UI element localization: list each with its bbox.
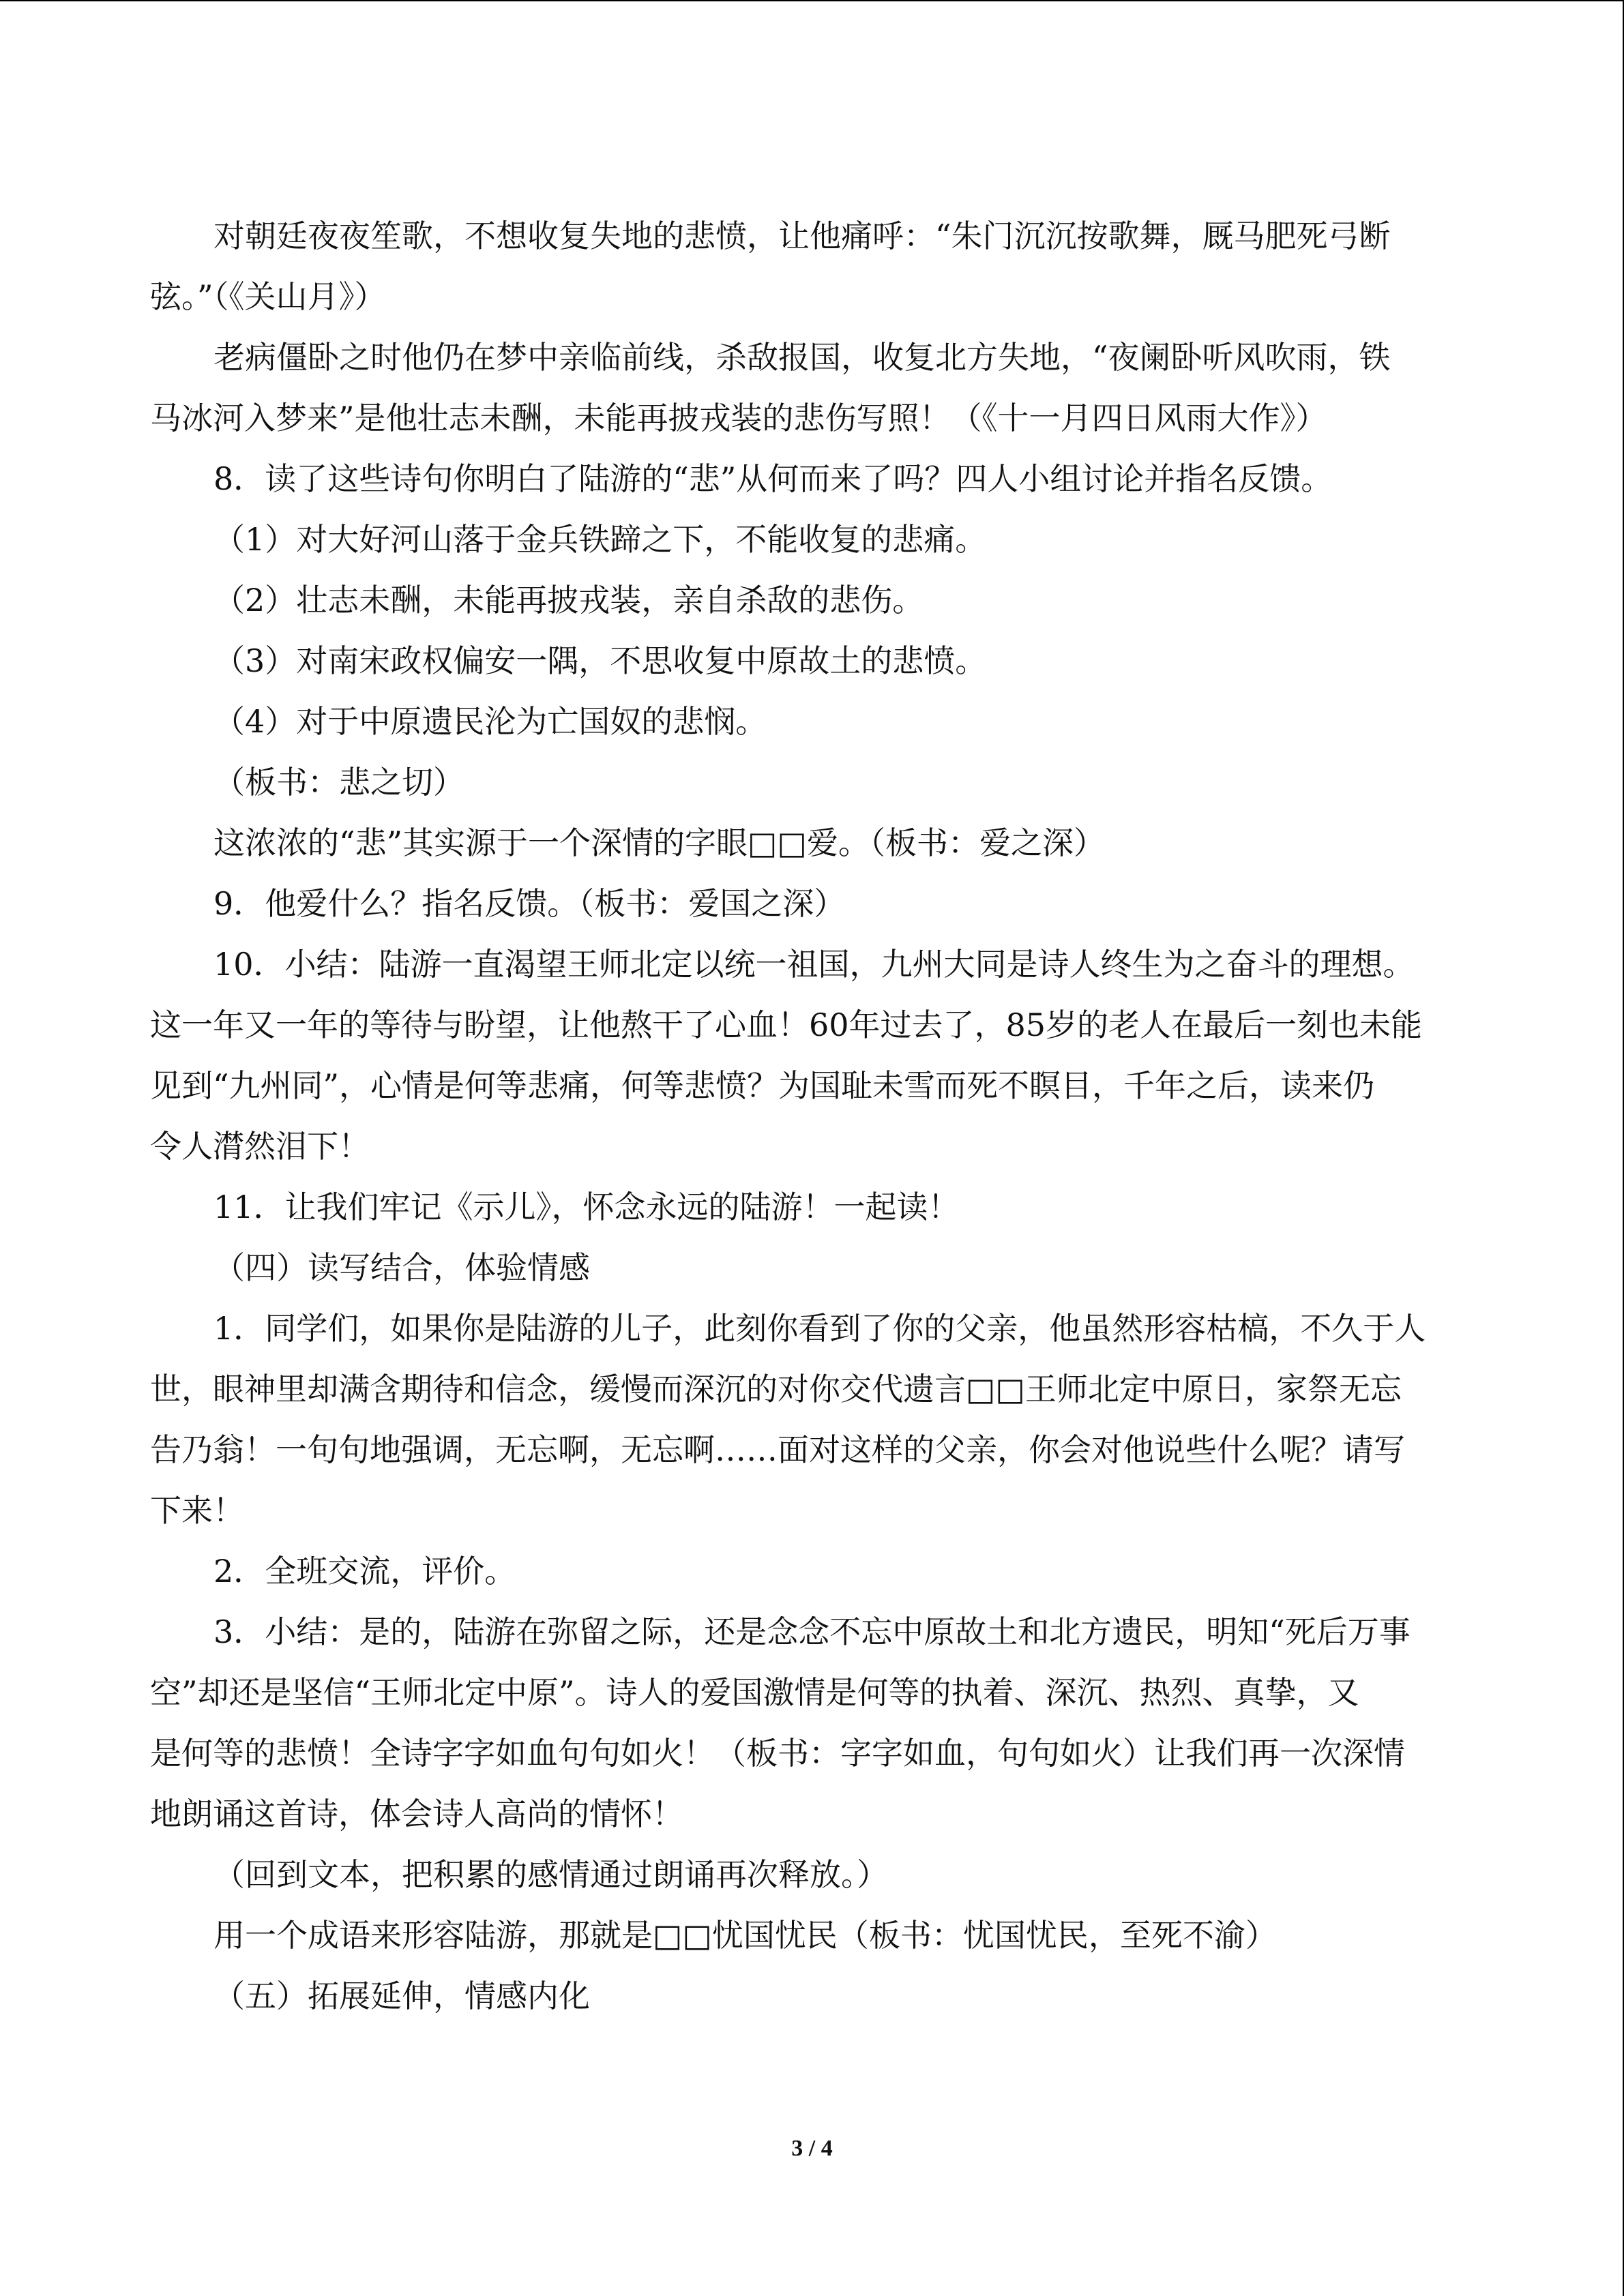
question-9-line: 9．他爱什么？指名反馈。（板书：爱国之深） xyxy=(213,885,846,922)
paragraph-line: 见到“九州同”，心情是何等悲痛，何等悲愤？为国耻未雪而死不瞑目，千年之后，读来仍 xyxy=(150,1067,1375,1104)
list-item-3: （3）对南宋政权偏安一隅，不思收复中原故土的悲愤。 xyxy=(213,642,987,679)
section-heading-5: （五）拓展延伸，情感内化 xyxy=(213,1978,590,2014)
activity-1-line: 1．同学们，如果你是陆游的儿子，此刻你看到了你的父亲，他虽然形容枯槁，不久于人 xyxy=(213,1310,1426,1347)
board-note: （板书：悲之切） xyxy=(213,764,464,801)
paragraph-line: 是何等的悲愤！全诗字字如血句句如火！（板书：字字如血，句句如火）让我们再一次深情 xyxy=(150,1735,1405,1772)
paragraph-line: 下来！ xyxy=(150,1492,244,1529)
page-number: 3 / 4 xyxy=(791,2136,833,2161)
paragraph-line: 老病僵卧之时他仍在梦中亲临前线，杀敌报国，收复北方失地，“夜阑卧听风吹雨，铁 xyxy=(213,339,1391,376)
paragraph-line: 地朗诵这首诗，体会诗人高尚的情怀！ xyxy=(150,1795,683,1832)
paragraph-line: 马冰河入梦来”是他壮志未酬，未能再披戎装的悲伤写照！（《十一月四日风雨大作》） xyxy=(150,400,1327,436)
question-8-line: 8．读了这些诗句你明白了陆游的“悲”从何而来了吗？四人小组讨论并指名反馈。 xyxy=(213,460,1333,497)
step-11-line: 11．让我们牢记《示儿》，怀念永远的陆游！一起读！ xyxy=(213,1189,960,1225)
paragraph-line: 这浓浓的“悲”其实源于一个深情的字眼□□爱。（板书：爱之深） xyxy=(213,824,1105,861)
paragraph-line: 对朝廷夜夜笙歌，不想收复失地的悲愤，让他痛呼：“朱门沉沉按歌舞，厩马肥死弓断 xyxy=(213,218,1391,254)
paragraph-line: 这一年又一年的等待与盼望，让他熬干了心血！60年过去了，85岁的老人在最后一刻也未能 xyxy=(150,1007,1423,1043)
note-line: （回到文本，把积累的感情通过朗诵再次释放。） xyxy=(213,1856,888,1893)
summary-10-line: 10．小结：陆游一直渴望王师北定以统一祖国，九州大同是诗人终生为之奋斗的理想。 xyxy=(213,946,1415,983)
paragraph-line: 令人潸然泪下！ xyxy=(150,1128,370,1165)
activity-3-line: 3．小结：是的，陆游在弥留之际，还是念念不忘中原故土和北方遗民，明知“死后万事 xyxy=(213,1613,1411,1650)
paragraph-line: 用一个成语来形容陆游，那就是□□忧国忧民（板书：忧国忧民，至死不渝） xyxy=(213,1917,1277,1954)
paragraph-line: 空”却还是坚信“王师北定中原”。诗人的爱国激情是何等的执着、深沉、热烈、真挚，又 xyxy=(150,1674,1359,1711)
list-item-2: （2）壮志未酬，未能再披戎装，亲自杀敌的悲伤。 xyxy=(213,582,924,618)
document-body xyxy=(150,206,1473,2027)
activity-2-line: 2．全班交流，评价。 xyxy=(213,1553,516,1590)
list-item-1: （1）对大好河山落于金兵铁蹄之下，不能收复的悲痛。 xyxy=(213,521,987,558)
paragraph-line: 弦。”（《关山月》） xyxy=(150,278,386,315)
paragraph-line: 告乃翁！一句句地强调，无忘啊，无忘啊……面对这样的父亲，你会对他说些什么呢？请写 xyxy=(150,1431,1405,1468)
list-item-4: （4）对于中原遗民沦为亡国奴的悲悯。 xyxy=(213,703,767,740)
section-heading-4: （四）读写结合，体验情感 xyxy=(213,1249,590,1286)
paragraph-line: 世，眼神里却满含期待和信念，缓慢而深沉的对你交代遗言□□王师北定中原日，家祭无忘 xyxy=(150,1371,1402,1407)
